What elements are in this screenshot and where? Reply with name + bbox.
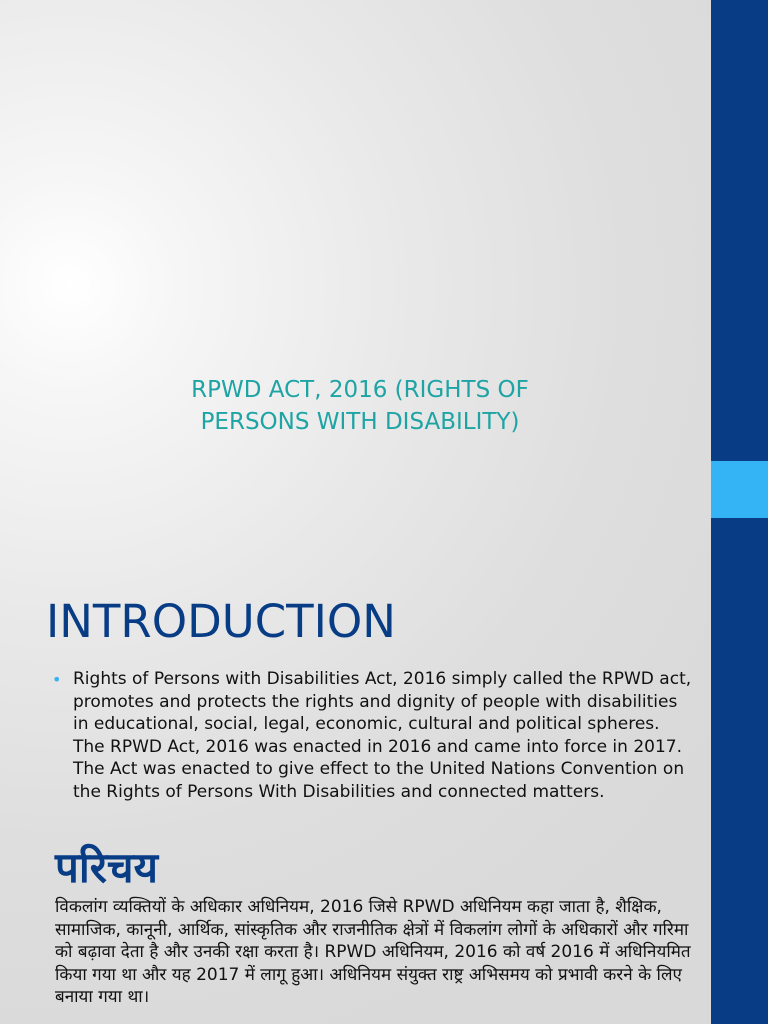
hindi-body-text: विकलांग व्यक्तियों के अधिकार अधिनियम, 2016 जिसे RPWD अधिनियम कहा जाता है, शैक्षिक, सामाजिक, कानूनी, आर्थिक, सांस्कृतिक और राजनीतिक क्षेत्रों में विकलांग लोगों के अधिकारों और गरिमा को बढ़ावा देता है और उनकी रक्षा करता है। RPWD अधिनियम, 2016 को वर्ष 2016 में अधिनियमित किया गया था और यह 2017 में लागू हुआ। अधिनियम संयुक्त राष्ट्र अभिसमय को प्रभावी करने के लिए बनाया गया था। [55, 897, 691, 1008]
slide-title-line-1: RPWD ACT, 2016 (RIGHTS OF [191, 377, 529, 403]
sidebar-accent-block [711, 461, 768, 518]
slide-title-line-2: PERSONS WITH DISABILITY) [200, 409, 520, 435]
introduction-bullet [52, 668, 692, 804]
hindi-heading: परिचय [55, 843, 158, 892]
slide-title [150, 374, 570, 438]
bullet-dot-icon: • [52, 670, 62, 689]
introduction-text: Rights of Persons with Disabilities Act, 2016 simply called the RPWD act, promotes and protects the rights and dignity of people with disabilities in educational, social, legal, economic, cultural and political spheres. The RPWD Act, 2016 was enacted in 2016 and came into force in 2017. The Act was enacted to give effect to the United Nations Convention on the Rights of Persons With Disabilities and connected matters. [73, 669, 692, 802]
introduction-heading: INTRODUCTION [46, 595, 396, 648]
